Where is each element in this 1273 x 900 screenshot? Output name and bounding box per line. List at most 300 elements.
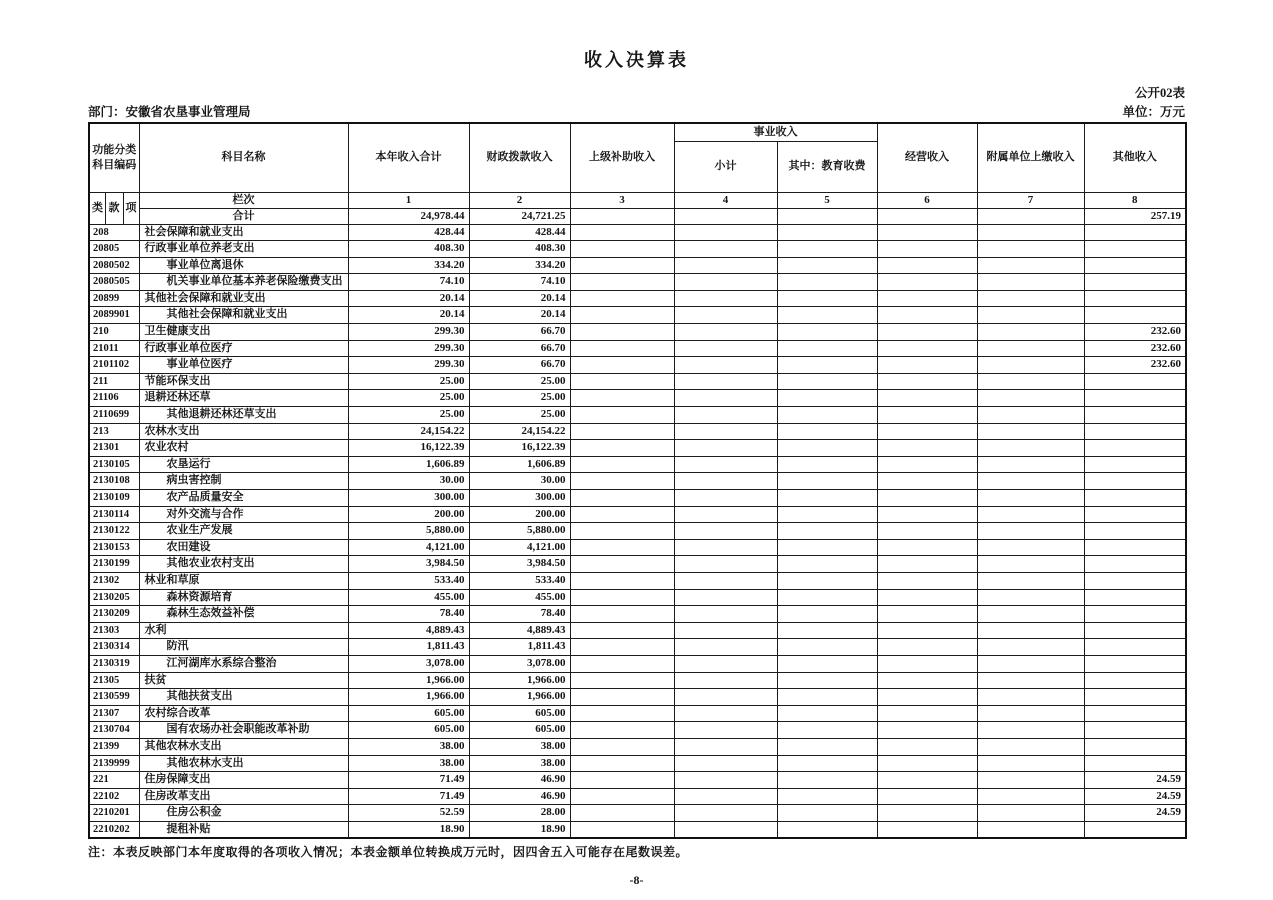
value-cell xyxy=(877,639,977,656)
value-cell xyxy=(877,340,977,357)
value-cell xyxy=(1084,241,1186,258)
value-cell: 24.59 xyxy=(1084,788,1186,805)
value-cell xyxy=(570,556,674,573)
subject-name-cell: 农业农村 xyxy=(139,440,348,457)
value-cell xyxy=(570,390,674,407)
value-cell xyxy=(777,606,877,623)
subject-name-cell: 住房保障支出 xyxy=(139,772,348,789)
function-code-cell: 2130114 xyxy=(89,506,139,523)
value-cell xyxy=(777,539,877,556)
value-cell xyxy=(1084,523,1186,540)
value-cell xyxy=(877,772,977,789)
subject-name-cell: 防汛 xyxy=(139,639,348,656)
column-number: 7 xyxy=(977,192,1084,208)
unit-label: 单位：万元 xyxy=(1122,105,1185,119)
value-cell xyxy=(977,772,1084,789)
value-cell: 46.90 xyxy=(469,772,570,789)
value-cell xyxy=(674,456,777,473)
table-row xyxy=(89,456,1186,473)
value-cell xyxy=(777,340,877,357)
function-code-cell: 22102 xyxy=(89,788,139,805)
value-cell xyxy=(1084,589,1186,606)
value-cell: 16,122.39 xyxy=(348,440,469,457)
value-cell: 334.20 xyxy=(348,257,469,274)
value-cell xyxy=(1084,755,1186,772)
value-cell: 605.00 xyxy=(348,722,469,739)
value-cell xyxy=(777,639,877,656)
value-cell xyxy=(570,456,674,473)
value-cell: 605.00 xyxy=(469,705,570,722)
subject-name-cell: 病虫害控制 xyxy=(139,473,348,490)
value-cell xyxy=(777,423,877,440)
value-cell xyxy=(674,689,777,706)
value-cell xyxy=(977,622,1084,639)
meta-line xyxy=(88,102,1185,120)
value-cell xyxy=(1084,456,1186,473)
table-header xyxy=(89,123,1186,224)
value-cell: 20.14 xyxy=(469,290,570,307)
value-cell xyxy=(877,755,977,772)
table-row xyxy=(89,324,1186,341)
function-code-cell: 21399 xyxy=(89,738,139,755)
table-row xyxy=(89,340,1186,357)
value-cell xyxy=(877,373,977,390)
subject-name-cell: 农田建设 xyxy=(139,539,348,556)
header-class: 类 xyxy=(89,192,105,224)
value-cell: 20.14 xyxy=(348,307,469,324)
table-row xyxy=(89,440,1186,457)
value-cell xyxy=(674,274,777,291)
value-cell xyxy=(777,407,877,424)
value-cell xyxy=(777,772,877,789)
value-cell xyxy=(1084,373,1186,390)
value-cell xyxy=(877,672,977,689)
value-cell xyxy=(570,738,674,755)
value-cell xyxy=(1084,689,1186,706)
header-business-subtotal: 小计 xyxy=(674,141,777,192)
value-cell: 30.00 xyxy=(469,473,570,490)
value-cell xyxy=(877,456,977,473)
value-cell xyxy=(570,788,674,805)
value-cell xyxy=(977,805,1084,822)
value-cell: 78.40 xyxy=(348,606,469,623)
page-number: -8- xyxy=(629,873,644,888)
subject-name-cell: 其他农业农村支出 xyxy=(139,556,348,573)
value-cell xyxy=(570,407,674,424)
function-code-cell: 20899 xyxy=(89,290,139,307)
table-row xyxy=(89,589,1186,606)
value-cell xyxy=(877,407,977,424)
value-cell xyxy=(674,539,777,556)
subject-name-cell: 住房改革支出 xyxy=(139,788,348,805)
header-item: 项 xyxy=(123,192,139,224)
function-code-cell: 2130599 xyxy=(89,689,139,706)
value-cell xyxy=(1084,556,1186,573)
value-cell: 3,078.00 xyxy=(469,655,570,672)
subject-name-cell: 农产品质量安全 xyxy=(139,490,348,507)
value-cell xyxy=(570,340,674,357)
value-cell xyxy=(674,290,777,307)
value-cell xyxy=(877,473,977,490)
value-cell xyxy=(570,357,674,374)
function-code-cell: 21106 xyxy=(89,390,139,407)
table-row xyxy=(89,622,1186,639)
table-row xyxy=(89,788,1186,805)
value-cell xyxy=(777,589,877,606)
value-cell: 334.20 xyxy=(469,257,570,274)
value-cell xyxy=(877,821,977,838)
subject-name-cell: 其他农林水支出 xyxy=(139,755,348,772)
value-cell: 455.00 xyxy=(348,589,469,606)
value-cell: 38.00 xyxy=(348,738,469,755)
value-cell xyxy=(570,324,674,341)
value-cell xyxy=(977,755,1084,772)
value-cell: 533.40 xyxy=(469,572,570,589)
value-cell: 20.14 xyxy=(348,290,469,307)
value-cell xyxy=(977,788,1084,805)
value-cell xyxy=(877,539,977,556)
table-row xyxy=(89,755,1186,772)
subject-name-cell: 其他扶贫支出 xyxy=(139,689,348,706)
value-cell xyxy=(674,722,777,739)
table-row xyxy=(89,738,1186,755)
function-code-cell: 2130108 xyxy=(89,473,139,490)
value-cell xyxy=(570,423,674,440)
report-sheet xyxy=(88,46,1185,888)
value-cell xyxy=(877,440,977,457)
value-cell xyxy=(570,821,674,838)
value-cell xyxy=(1084,572,1186,589)
subject-name-cell: 农林水支出 xyxy=(139,423,348,440)
value-cell: 25.00 xyxy=(469,390,570,407)
value-cell: 408.30 xyxy=(469,241,570,258)
value-cell xyxy=(674,257,777,274)
value-cell: 74.10 xyxy=(469,274,570,291)
table-row xyxy=(89,722,1186,739)
subject-name-cell: 节能环保支出 xyxy=(139,373,348,390)
value-cell: 533.40 xyxy=(348,572,469,589)
value-cell: 24.59 xyxy=(1084,772,1186,789)
value-cell xyxy=(674,821,777,838)
value-cell xyxy=(977,423,1084,440)
column-number: 6 xyxy=(877,192,977,208)
value-cell xyxy=(877,257,977,274)
value-cell xyxy=(777,755,877,772)
value-cell xyxy=(1084,655,1186,672)
column-number: 4 xyxy=(674,192,777,208)
value-cell: 24,154.22 xyxy=(348,423,469,440)
value-cell xyxy=(674,523,777,540)
subject-name-cell: 江河湖库水系综合整治 xyxy=(139,655,348,672)
value-cell xyxy=(570,772,674,789)
value-cell: 18.90 xyxy=(469,821,570,838)
value-cell xyxy=(570,241,674,258)
value-cell xyxy=(1084,290,1186,307)
function-code-cell: 2210201 xyxy=(89,805,139,822)
value-cell: 1,966.00 xyxy=(469,672,570,689)
value-cell xyxy=(777,224,877,241)
value-cell: 66.70 xyxy=(469,324,570,341)
value-cell: 71.49 xyxy=(348,772,469,789)
value-cell xyxy=(777,655,877,672)
value-cell xyxy=(977,324,1084,341)
value-cell xyxy=(877,689,977,706)
value-cell xyxy=(674,241,777,258)
header-business-education: 其中：教育收费 xyxy=(777,141,877,192)
value-cell xyxy=(1084,672,1186,689)
value-cell xyxy=(777,390,877,407)
value-cell: 428.44 xyxy=(469,224,570,241)
value-cell xyxy=(777,705,877,722)
value-cell xyxy=(674,390,777,407)
value-cell xyxy=(977,606,1084,623)
subject-name-cell: 林业和草原 xyxy=(139,572,348,589)
value-cell xyxy=(1084,639,1186,656)
value-cell xyxy=(777,490,877,507)
function-code-cell: 21303 xyxy=(89,622,139,639)
total-value-cell xyxy=(777,208,877,224)
value-cell xyxy=(1084,705,1186,722)
value-cell xyxy=(674,407,777,424)
function-code-cell: 21011 xyxy=(89,340,139,357)
function-code-cell: 21305 xyxy=(89,672,139,689)
value-cell xyxy=(777,722,877,739)
value-cell: 28.00 xyxy=(469,805,570,822)
table-row xyxy=(89,639,1186,656)
value-cell xyxy=(1084,539,1186,556)
table-row xyxy=(89,257,1186,274)
header-affiliated-income: 附属单位上缴收入 xyxy=(977,123,1084,192)
table-row xyxy=(89,407,1186,424)
value-cell xyxy=(877,606,977,623)
value-cell xyxy=(570,689,674,706)
value-cell xyxy=(977,456,1084,473)
value-cell xyxy=(877,357,977,374)
function-code-cell: 2080502 xyxy=(89,257,139,274)
value-cell xyxy=(877,622,977,639)
value-cell xyxy=(674,805,777,822)
function-code-cell: 2130319 xyxy=(89,655,139,672)
value-cell: 16,122.39 xyxy=(469,440,570,457)
total-value-cell xyxy=(877,208,977,224)
table-row xyxy=(89,821,1186,838)
header-superior-subsidy: 上级补助收入 xyxy=(570,123,674,192)
value-cell xyxy=(777,241,877,258)
column-number: 1 xyxy=(348,192,469,208)
value-cell xyxy=(674,639,777,656)
table-row xyxy=(89,655,1186,672)
value-cell xyxy=(674,622,777,639)
value-cell xyxy=(777,307,877,324)
value-cell xyxy=(777,672,877,689)
function-code-cell: 2110699 xyxy=(89,407,139,424)
header-other-income: 其他收入 xyxy=(1084,123,1186,192)
value-cell xyxy=(877,490,977,507)
function-code-cell: 21307 xyxy=(89,705,139,722)
subject-name-cell: 提租补贴 xyxy=(139,821,348,838)
table-row xyxy=(89,490,1186,507)
function-code-cell: 2210202 xyxy=(89,821,139,838)
value-cell xyxy=(777,274,877,291)
value-cell xyxy=(977,390,1084,407)
value-cell xyxy=(777,689,877,706)
column-number: 5 xyxy=(777,192,877,208)
value-cell xyxy=(674,755,777,772)
value-cell xyxy=(977,224,1084,241)
table-row xyxy=(89,241,1186,258)
total-value-cell xyxy=(570,208,674,224)
value-cell xyxy=(674,556,777,573)
value-cell xyxy=(570,606,674,623)
value-cell xyxy=(777,324,877,341)
value-cell: 66.70 xyxy=(469,357,570,374)
value-cell xyxy=(777,556,877,573)
table-row xyxy=(89,506,1186,523)
subject-name-cell: 退耕还林还草 xyxy=(139,390,348,407)
table-row xyxy=(89,705,1186,722)
value-cell: 200.00 xyxy=(348,506,469,523)
value-cell xyxy=(570,539,674,556)
subject-name-cell: 对外交流与合作 xyxy=(139,506,348,523)
value-cell: 4,889.43 xyxy=(348,622,469,639)
value-cell xyxy=(570,722,674,739)
value-cell xyxy=(777,523,877,540)
value-cell: 1,811.43 xyxy=(469,639,570,656)
value-cell xyxy=(877,506,977,523)
value-cell xyxy=(777,290,877,307)
value-cell: 25.00 xyxy=(348,390,469,407)
value-cell: 1,966.00 xyxy=(348,689,469,706)
table-row xyxy=(89,556,1186,573)
subject-name-cell: 扶贫 xyxy=(139,672,348,689)
value-cell xyxy=(977,589,1084,606)
function-code-cell: 2139999 xyxy=(89,755,139,772)
value-cell xyxy=(570,506,674,523)
value-cell xyxy=(777,788,877,805)
value-cell xyxy=(777,357,877,374)
value-cell: 18.90 xyxy=(348,821,469,838)
function-code-cell: 208 xyxy=(89,224,139,241)
value-cell: 74.10 xyxy=(348,274,469,291)
function-code-cell: 2130314 xyxy=(89,639,139,656)
value-cell xyxy=(674,440,777,457)
subject-name-cell: 森林资源培育 xyxy=(139,589,348,606)
table-body xyxy=(89,224,1186,838)
value-cell xyxy=(977,639,1084,656)
value-cell: 4,121.00 xyxy=(469,539,570,556)
value-cell xyxy=(674,324,777,341)
value-cell xyxy=(1084,390,1186,407)
page-title: 收入决算表 xyxy=(584,50,689,70)
header-lanci: 栏次 xyxy=(139,192,348,208)
value-cell xyxy=(977,274,1084,291)
function-code-cell: 20805 xyxy=(89,241,139,258)
subject-name-cell: 其他退耕还林还草支出 xyxy=(139,407,348,424)
function-code-cell: 2130209 xyxy=(89,606,139,623)
value-cell xyxy=(570,224,674,241)
table-row xyxy=(89,772,1186,789)
value-cell xyxy=(977,689,1084,706)
value-cell: 24.59 xyxy=(1084,805,1186,822)
function-code-cell: 2130109 xyxy=(89,490,139,507)
value-cell xyxy=(877,738,977,755)
value-cell: 71.49 xyxy=(348,788,469,805)
value-cell xyxy=(777,572,877,589)
subject-name-cell: 事业单位离退休 xyxy=(139,257,348,274)
value-cell xyxy=(877,390,977,407)
value-cell xyxy=(570,805,674,822)
table-row xyxy=(89,523,1186,540)
value-cell xyxy=(674,307,777,324)
value-cell: 46.90 xyxy=(469,788,570,805)
total-row-label: 合计 xyxy=(139,208,348,224)
value-cell xyxy=(877,556,977,573)
value-cell xyxy=(877,722,977,739)
value-cell xyxy=(570,440,674,457)
value-cell xyxy=(570,589,674,606)
value-cell xyxy=(1084,473,1186,490)
value-cell: 1,606.89 xyxy=(348,456,469,473)
subject-name-cell: 行政事业单位医疗 xyxy=(139,340,348,357)
value-cell xyxy=(674,788,777,805)
subject-name-cell: 社会保障和就业支出 xyxy=(139,224,348,241)
value-cell xyxy=(674,606,777,623)
value-cell: 299.30 xyxy=(348,357,469,374)
function-code-cell: 221 xyxy=(89,772,139,789)
header-code-group: 功能分类 科目编码 xyxy=(89,123,139,192)
value-cell xyxy=(877,324,977,341)
value-cell xyxy=(977,307,1084,324)
value-cell: 299.30 xyxy=(348,324,469,341)
table-row xyxy=(89,606,1186,623)
value-cell xyxy=(877,423,977,440)
value-cell: 38.00 xyxy=(348,755,469,772)
value-cell xyxy=(674,772,777,789)
subject-name-cell: 其他农林水支出 xyxy=(139,738,348,755)
table-row xyxy=(89,423,1186,440)
value-cell xyxy=(674,738,777,755)
value-cell: 4,121.00 xyxy=(348,539,469,556)
value-cell xyxy=(977,722,1084,739)
function-code-cell: 213 xyxy=(89,423,139,440)
value-cell xyxy=(570,307,674,324)
value-cell xyxy=(674,672,777,689)
total-value-cell: 24,978.44 xyxy=(348,208,469,224)
value-cell xyxy=(877,274,977,291)
total-value-cell xyxy=(977,208,1084,224)
value-cell xyxy=(977,672,1084,689)
table-row xyxy=(89,307,1186,324)
value-cell: 78.40 xyxy=(469,606,570,623)
value-cell xyxy=(777,506,877,523)
value-cell xyxy=(570,274,674,291)
value-cell xyxy=(674,705,777,722)
value-cell xyxy=(877,589,977,606)
value-cell xyxy=(1084,307,1186,324)
value-cell xyxy=(570,523,674,540)
function-code-cell: 2080505 xyxy=(89,274,139,291)
header-fiscal-income: 财政拨款收入 xyxy=(469,123,570,192)
value-cell xyxy=(1084,274,1186,291)
value-cell xyxy=(777,622,877,639)
value-cell xyxy=(877,307,977,324)
value-cell xyxy=(877,224,977,241)
value-cell: 25.00 xyxy=(469,407,570,424)
value-cell xyxy=(777,805,877,822)
value-cell: 25.00 xyxy=(348,407,469,424)
value-cell xyxy=(977,738,1084,755)
header-business-income-group: 事业收入 xyxy=(674,123,877,141)
